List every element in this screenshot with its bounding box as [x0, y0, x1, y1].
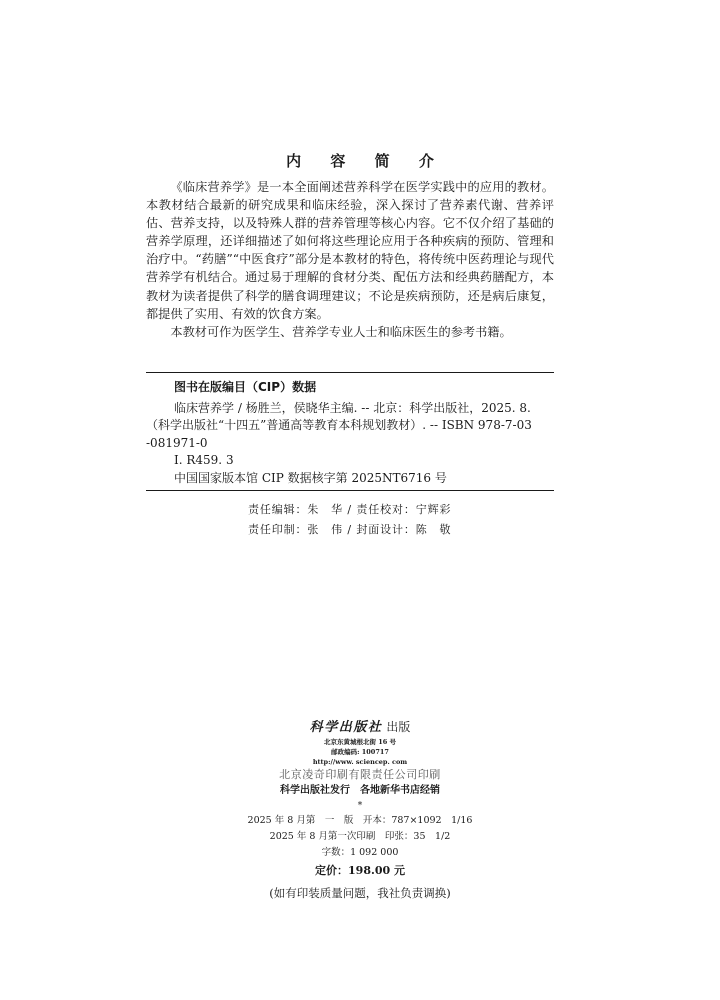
separator-star: * [357, 801, 363, 811]
cip-title: 图书在版编目（CIP）数据 [174, 380, 317, 394]
publisher-logo: 科学出版社 [309, 720, 383, 735]
publisher-line [0, 718, 720, 737]
credits-line-2: 责任印制：张 伟 / 封面设计：陈 敬 [248, 523, 452, 536]
printing-line: 2025 年 8 月第一次印刷 印张：35 1/2 [269, 831, 451, 842]
summary-paragraph-2: 本教材可作为医学生、营养学专业人士和临床医生的参考书籍。 [170, 324, 512, 339]
printer-line: 北京凌奇印刷有限责任公司印刷 [279, 768, 441, 781]
editorial-credits [248, 500, 548, 540]
publisher-suffix: 出版 [386, 720, 411, 734]
summary-paragraph-1: 《临床营养学》是一本全面阐述营养科学在医学实践中的应用的教材。本教材结合最新的研究成果和临床经验，深入探讨了营养素代谢、营养评估、营养支持，以及特殊人群的营养管理等核心内容。它不仅介绍了基础的营养学原理，还详细描述了如何将这些理论应用于各种疾病的预防、管理和治疗中。“药膳”“中医食疗”部分是本教材的特色，将传统中医药理论与现代营养学有机结合。通过易于理解的食材分类、配伍方法和经典药膳配方，本教材为读者提供了科学的膳食调理建议；不论是疾病预防，还是病后康复，都提供了实用、有效的饮食方案。 [146, 180, 554, 321]
cip-line-2: （科学出版社“十四五”普通高等教育本科规划教材）. -- ISBN 978-7-03 [146, 418, 532, 433]
summary-text [146, 178, 554, 341]
publisher-postcode: 邮政编码: 100717 [331, 748, 389, 756]
word-count: 字数：1 092 000 [321, 847, 399, 858]
publication-imprint [0, 718, 720, 905]
cip-line-1: 临床营养学 / 杨胜兰，侯晓华主编. -- 北京：科学出版社，2025. 8. [174, 400, 531, 415]
quality-notice: (如有印装质量问题，我社负责调换) [269, 886, 451, 900]
cip-data-block [146, 372, 554, 491]
cip-record-number: 中国国家版本馆 CIP 数据核字第 2025NT6716 号 [174, 470, 447, 485]
summary-heading: 内 容 简 介 [286, 152, 446, 170]
edition-line: 2025 年 8 月第 一 版 开本：787×1092 1/16 [247, 815, 473, 826]
credits-line-1: 责任编辑：朱 华 / 责任校对：宁辉彩 [248, 503, 452, 516]
price: 定价：198.00 元 [315, 864, 405, 877]
publisher-address: 北京东黄城根北街 16 号 [323, 738, 397, 746]
distribution-line: 科学出版社发行 各地新华书店经销 [280, 785, 440, 796]
publisher-website: http://www. sciencep. com [312, 758, 408, 766]
cip-line-3: -081971-0 [146, 435, 208, 450]
cip-classification: Ⅰ. R459. 3 [174, 453, 234, 468]
